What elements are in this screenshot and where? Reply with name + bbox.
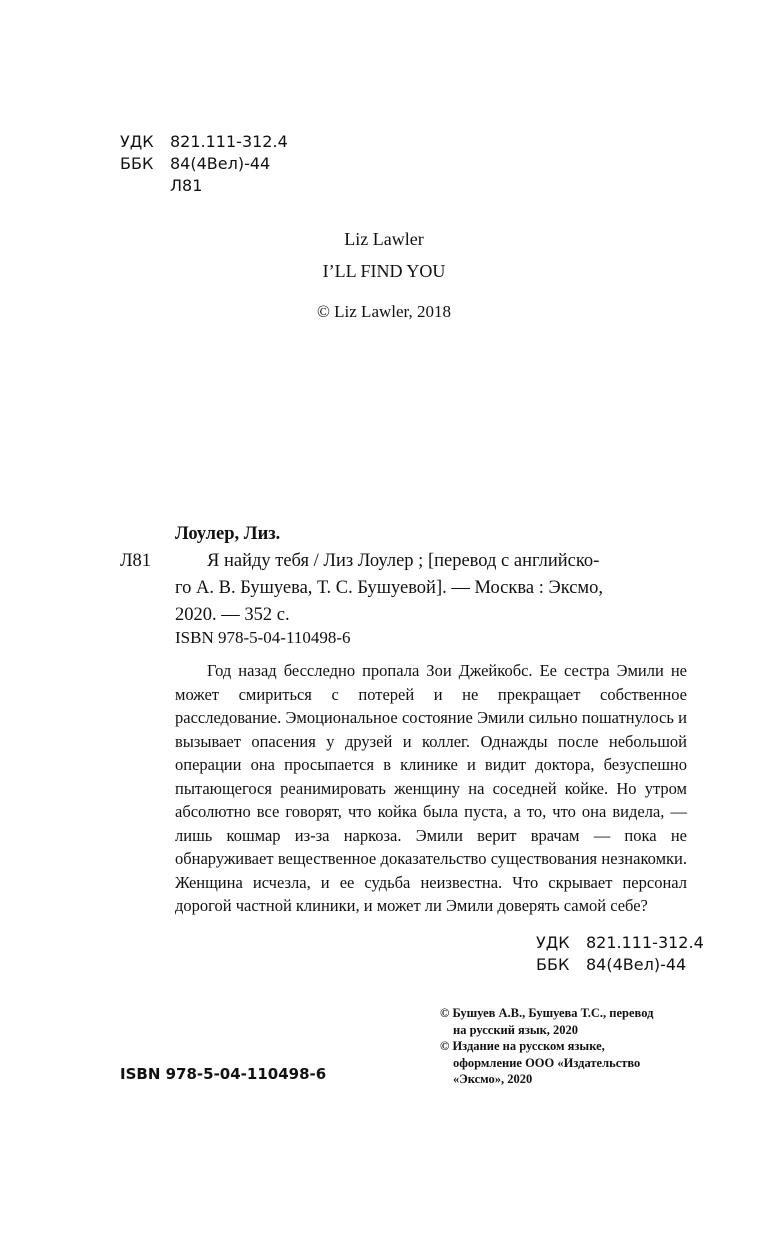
annotation <box>175 659 687 918</box>
bbk-row-bottom <box>536 954 704 976</box>
bib-isbn: ISBN 978-5-04-110498-6 <box>175 628 351 647</box>
udk-row <box>120 131 288 153</box>
udk-value-bottom: 821.111-312.4 <box>586 933 704 952</box>
bib-line-1: Я найду тебя / Лиз Лоулер ; [перевод с английско- <box>207 551 600 571</box>
copyright-translation-line-1: © Бушуев А.В., Бушуева Т.С., перевод <box>440 1006 654 1020</box>
author-mark: Л81 <box>170 176 203 195</box>
bbk-label: ББК <box>120 154 154 173</box>
bib-line-3: 2020. — 352 с. <box>175 605 290 625</box>
udk-value: 821.111-312.4 <box>170 132 288 151</box>
bbk-value: 84(4Вел)-44 <box>170 154 271 173</box>
copyright-edition-line-3: «Эксмо», 2020 <box>453 1072 533 1086</box>
original-title: I’LL FIND YOU <box>322 261 446 281</box>
copyright-translation-line-2: на русский язык, 2020 <box>453 1022 579 1037</box>
footer-isbn: ISBN 978-5-04-110498-6 <box>120 1065 327 1083</box>
author-mark-row <box>120 175 288 197</box>
copyright-edition-line-2: оформление ООО «Издательство <box>453 1055 641 1070</box>
original-author: Liz Lawler <box>344 229 424 249</box>
classification-top <box>120 131 288 197</box>
copyright-edition-line-1: © Издание на русском языке, <box>440 1039 605 1053</box>
udk-label: УДК <box>120 132 154 151</box>
udk-row-bottom <box>536 932 704 954</box>
annotation-text: Год назад бесследно пропала Зои Джейкобс. Ее сестра Эмили не может смириться с потерей и не прекращает собственное расследование. Эмоциональное состояние Эмили сильно пошатнулось и вызывает опасения у друзей и коллег. Однажды после небольшой операции она просыпается в клинике и видит доктора, безуспешно пытающегося реанимировать женщину на соседней койке. Но утром абсолютно все говорят, что койка была пуста, а то, что она видела, — лишь кошмар из-за наркоза. Эмили верит врачам — пока не обнаруживает вещественное доказательство существования незнакомки. Женщина исчезла, и ее судьба неизвестна. Что скрывает персонал дорогой частной клиники, и может ли Эмили доверять самой себе? <box>175 661 687 915</box>
bbk-label-bottom: ББК <box>536 955 570 974</box>
original-copyright: © Liz Lawler, 2018 <box>316 302 452 321</box>
bib-description <box>175 548 695 629</box>
footer-copyrights <box>440 1005 653 1088</box>
bib-mark: Л81 <box>120 551 152 571</box>
classification-bottom <box>536 932 704 976</box>
bbk-value-bottom: 84(4Вел)-44 <box>586 955 687 974</box>
udk-label-bottom: УДК <box>536 933 570 952</box>
bib-line-2: го А. В. Бушуева, Т. С. Бушуевой]. — Москва : Эксмо, <box>175 578 604 598</box>
bbk-row <box>120 153 288 175</box>
bib-heading: Лоулер, Лиз. <box>175 524 281 544</box>
